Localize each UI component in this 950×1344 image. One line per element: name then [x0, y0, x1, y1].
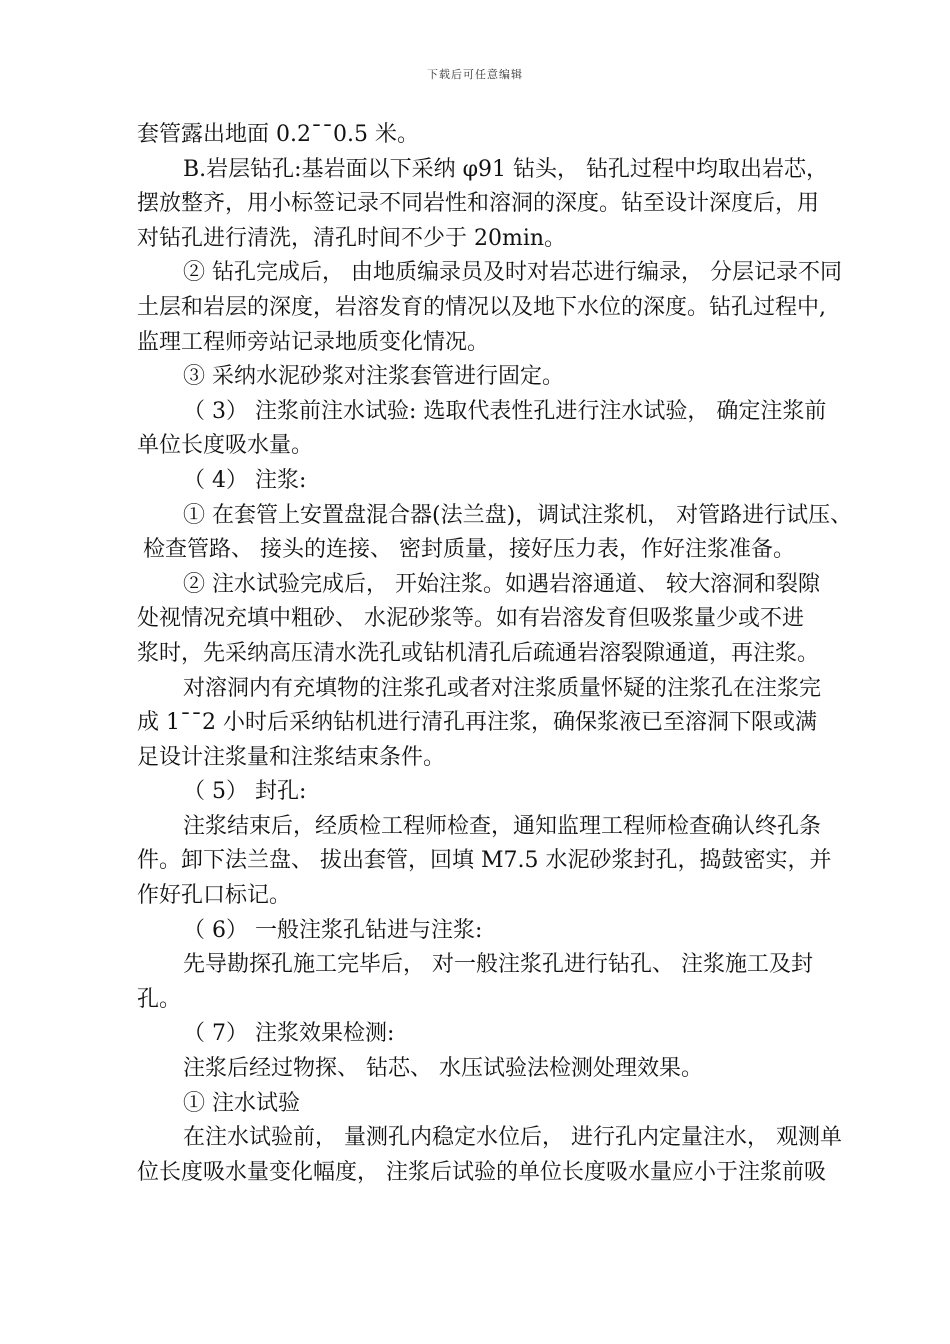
text-line: （ 5） 封孔:: [183, 779, 307, 805]
text-line: （ 7） 注浆效果检测:: [183, 1021, 395, 1047]
text-line: 检查管路、 接头的连接、 密封质量，接好压力表，作好注浆准备。: [143, 537, 795, 563]
text-line: 浆时，先采纳高压清水洗孔或钻机清孔后疏通岩溶裂隙通道，再注浆。: [137, 640, 820, 666]
text-line: 孔。: [137, 986, 182, 1012]
text-line: 土层和岩层的深度，岩溶发育的情况以及地下水位的深度。钻孔过程中,: [137, 294, 826, 320]
text-line: ① 注水试验: [183, 1090, 300, 1116]
text-line: ③ 采纳水泥砂浆对注浆套管进行固定。: [183, 364, 564, 390]
text-line: 注浆结束后，经质检工程师检查，通知监理工程师检查确认终孔条: [183, 813, 822, 839]
text-line: 监理工程师旁站记录地质变化情况。: [137, 329, 490, 355]
text-line: ② 钻孔完成后， 由地质编录员及时对岩芯进行编录， 分层记录不同: [183, 260, 842, 286]
text-line: B.岩层钻孔:基岩面以下采纳 φ91 钻头， 钻孔过程中均取出岩芯，: [183, 156, 828, 182]
text-line: 单位长度吸水量。: [137, 433, 314, 459]
document-body: [137, 118, 863, 1190]
text-line: 成 1¯¯2 小时后采纳钻机进行清孔再注浆，确保浆液已至溶洞下限或满: [137, 710, 817, 736]
text-line: （ 6） 一般注浆孔钻进与注浆:: [183, 917, 483, 943]
text-line: 处视情况充填中粗砂、 水泥砂浆等。如有岩溶发育但吸浆量少或不进: [137, 606, 804, 632]
text-line: 足设计注浆量和注浆结束条件。: [137, 744, 446, 770]
text-line: ① 在套管上安置盘混合器(法兰盘)，调试注浆机， 对管路进行试压、: [183, 502, 853, 528]
text-line: 注浆后经过物探、 钻芯、 水压试验法检测处理效果。: [183, 1056, 703, 1082]
text-line: 件。卸下法兰盘、 拔出套管，回填 M7.5 水泥砂浆封孔，捣鼓密实，并: [137, 848, 832, 874]
page-header: 下载后可任意编辑: [427, 68, 523, 81]
text-line: 对钻孔进行清洗，清孔时间不少于 20min。: [137, 225, 567, 251]
text-line: 摆放整齐，用小标签记录不同岩性和溶洞的深度。钻至设计深度后，用: [137, 191, 820, 217]
text-line: 在注水试验前， 量测孔内稳定水位后， 进行孔内定量注水， 观测单: [183, 1125, 842, 1151]
text-line: （ 4） 注浆:: [183, 467, 307, 493]
text-line: 对溶洞内有充填物的注浆孔或者对注浆质量怀疑的注浆孔在注浆完: [183, 675, 822, 701]
text-line: 位长度吸水量变化幅度， 注浆后试验的单位长度吸水量应小于注浆前吸: [137, 1159, 826, 1185]
text-line: 作好孔口标记。: [137, 883, 292, 909]
text-line: 先导勘探孔施工完毕后， 对一般注浆孔进行钻孔、 注浆施工及封: [183, 952, 813, 978]
text-line: （ 3） 注浆前注水试验: 选取代表性孔进行注水试验， 确定注浆前: [183, 398, 827, 424]
text-line: ② 注水试验完成后， 开始注浆。如遇岩溶通道、 较大溶洞和裂隙: [183, 571, 820, 597]
text-line: 套管露出地面 0.2¯¯0.5 米。: [137, 122, 419, 147]
